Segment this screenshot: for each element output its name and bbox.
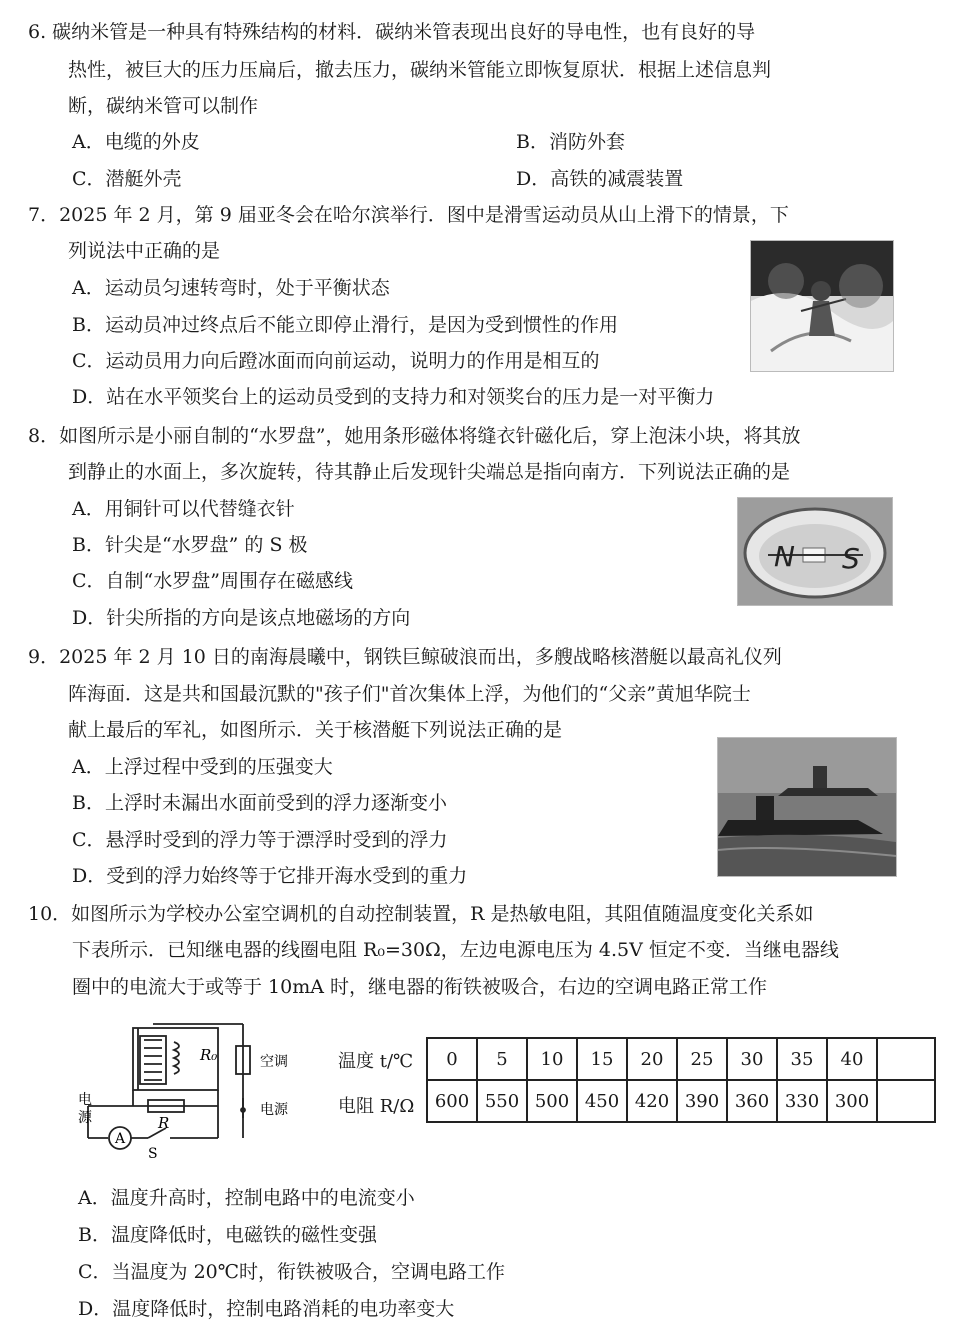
table-temp-label: 温度 t/℃ [338, 1051, 414, 1072]
q6-stem-line-2: 热性，被巨大的压力压扁后，撤去压力，碳纳米管能立即恢复原状．根据上述信息判 [68, 59, 772, 81]
q8-stem-line-1: 8．如图所示是小丽自制的“水罗盘”，她用条形磁体将缝衣针磁化后，穿上泡沫小块，将其放 [28, 425, 801, 447]
res-cell: 550 [477, 1080, 527, 1122]
label-left-source-2: 源 [78, 1110, 92, 1126]
res-cell: 500 [527, 1080, 577, 1122]
q7-option-d[interactable]: D．站在水平领奖台上的运动员受到的支持力和对领奖台的压力是一对平衡力 [72, 386, 715, 408]
q9-option-d[interactable]: D．受到的浮力始终等于它排开海水受到的重力 [72, 865, 468, 887]
q7-option-c[interactable]: C．运动员用力向后蹬冰面而向前运动，说明力的作用是相互的 [72, 350, 600, 372]
q8-stem-line-2: 到静止的水面上，多次旋转，待其静止后发现针尖端总是指向南方．下列说法正确的是 [68, 461, 791, 483]
q9-stem-line-2: 阵海面．这是共和国最沉默的"孩子们"首次集体上浮，为他们的“父亲”黄旭华院士 [68, 683, 751, 705]
q10-option-c[interactable]: C．当温度为 20℃时，衔铁被吸合，空调电路工作 [78, 1261, 506, 1283]
table-res-label: 电阻 R/Ω [338, 1096, 415, 1117]
temp-cell: 15 [577, 1038, 627, 1080]
res-cell: 450 [577, 1080, 627, 1122]
label-left-source-1: 电 [78, 1092, 92, 1108]
q6-stem-line-3: 断，碳纳米管可以制作 [68, 95, 259, 117]
q7-option-b[interactable]: B．运动员冲过终点后不能立即停止滑行，是因为受到惯性的作用 [72, 314, 618, 336]
q8-option-c[interactable]: C．自制“水罗盘”周围存在磁感线 [72, 570, 353, 592]
q9-option-c[interactable]: C．悬浮时受到的浮力等于漂浮时受到的浮力 [72, 829, 448, 851]
q10-stem-line-1: 10．如图所示为学校办公室空调机的自动控制装置，R 是热敏电阻，其阻值随温度变化关系如 [28, 903, 814, 925]
label-r: R [158, 1114, 170, 1132]
q7-stem-line-2: 列说法中正确的是 [68, 240, 221, 262]
compass-n-label: N [774, 540, 795, 573]
res-cell: 360 [727, 1080, 777, 1122]
q6-option-c[interactable]: C．潜艇外壳 [72, 168, 182, 190]
res-cell: 390 [677, 1080, 727, 1122]
q9-stem-line-3: 献上最后的军礼，如图所示．关于核潜艇下列说法正确的是 [68, 719, 563, 741]
blank-cell [877, 1080, 935, 1122]
q8-option-a[interactable]: A．用铜针可以代替缝衣针 [72, 498, 295, 520]
resistance-row [427, 1080, 935, 1122]
temp-cell: 35 [777, 1038, 827, 1080]
q9-stem-line-1: 9．2025 年 2 月 10 日的南海晨曦中，钢铁巨鲸破浪而出，多艘战略核潜艇以最高礼仪列 [28, 646, 782, 668]
label-ac-source: 电源 [260, 1102, 288, 1118]
res-cell: 420 [627, 1080, 677, 1122]
temp-cell: 25 [677, 1038, 727, 1080]
label-r0: R₀ [200, 1046, 218, 1064]
q10-option-d[interactable]: D．温度降低时，控制电路消耗的电功率变大 [78, 1298, 455, 1320]
q9-option-a[interactable]: A．上浮过程中受到的压强变大 [72, 756, 333, 778]
q6-option-b[interactable]: B．消防外套 [516, 131, 625, 153]
relay-circuit-diagram [78, 1018, 308, 1168]
temp-cell: 0 [427, 1038, 477, 1080]
skier-photo [750, 240, 894, 372]
q7-stem-line-1: 7．2025 年 2 月，第 9 届亚冬会在哈尔滨举行．图中是滑雪运动员从山上滑下的情景，下 [28, 204, 789, 226]
temp-row [427, 1038, 935, 1080]
q10-stem-line-3: 圈中的电流大于或等于 10mA 时，继电器的衔铁被吸合，右边的空调电路正常工作 [72, 976, 767, 998]
q6-stem-line-1: 6. 碳纳米管是一种具有特殊结构的材料．碳纳米管表现出良好的导电性，也有良好的导 [28, 21, 756, 43]
res-cell: 330 [777, 1080, 827, 1122]
q6-option-d[interactable]: D．高铁的减震装置 [516, 168, 684, 190]
q8-option-d[interactable]: D．针尖所指的方向是该点地磁场的方向 [72, 607, 411, 629]
q9-option-b[interactable]: B．上浮时未漏出水面前受到的浮力逐渐变小 [72, 792, 447, 814]
q10-option-a[interactable]: A．温度升高时，控制电路中的电流变小 [78, 1187, 415, 1209]
submarine-photo [717, 737, 897, 877]
temp-cell: 40 [827, 1038, 877, 1080]
q10-stem-line-2: 下表所示．已知继电器的线圈电阻 R₀=30Ω，左边电源电压为 4.5V 恒定不变．当继电器线 [72, 939, 839, 961]
q8-option-b[interactable]: B．针尖是“水罗盘” 的 S 极 [72, 534, 308, 556]
temp-cell: 20 [627, 1038, 677, 1080]
res-cell: 300 [827, 1080, 877, 1122]
blank-cell [877, 1038, 935, 1080]
temp-cell: 5 [477, 1038, 527, 1080]
water-compass-photo [737, 497, 893, 606]
temp-cell: 10 [527, 1038, 577, 1080]
temp-cell: 30 [727, 1038, 777, 1080]
compass-s-label: S [842, 542, 860, 575]
label-ammeter: A [115, 1131, 126, 1147]
q7-option-a[interactable]: A．运动员匀速转弯时，处于平衡状态 [72, 277, 390, 299]
res-cell: 600 [427, 1080, 477, 1122]
q10-option-b[interactable]: B．温度降低时，电磁铁的磁性变强 [78, 1224, 377, 1246]
label-switch: S [148, 1146, 158, 1162]
label-ac: 空调 [260, 1054, 288, 1070]
q6-option-a[interactable]: A．电缆的外皮 [72, 131, 200, 153]
temp-resistance-table [426, 1037, 936, 1123]
